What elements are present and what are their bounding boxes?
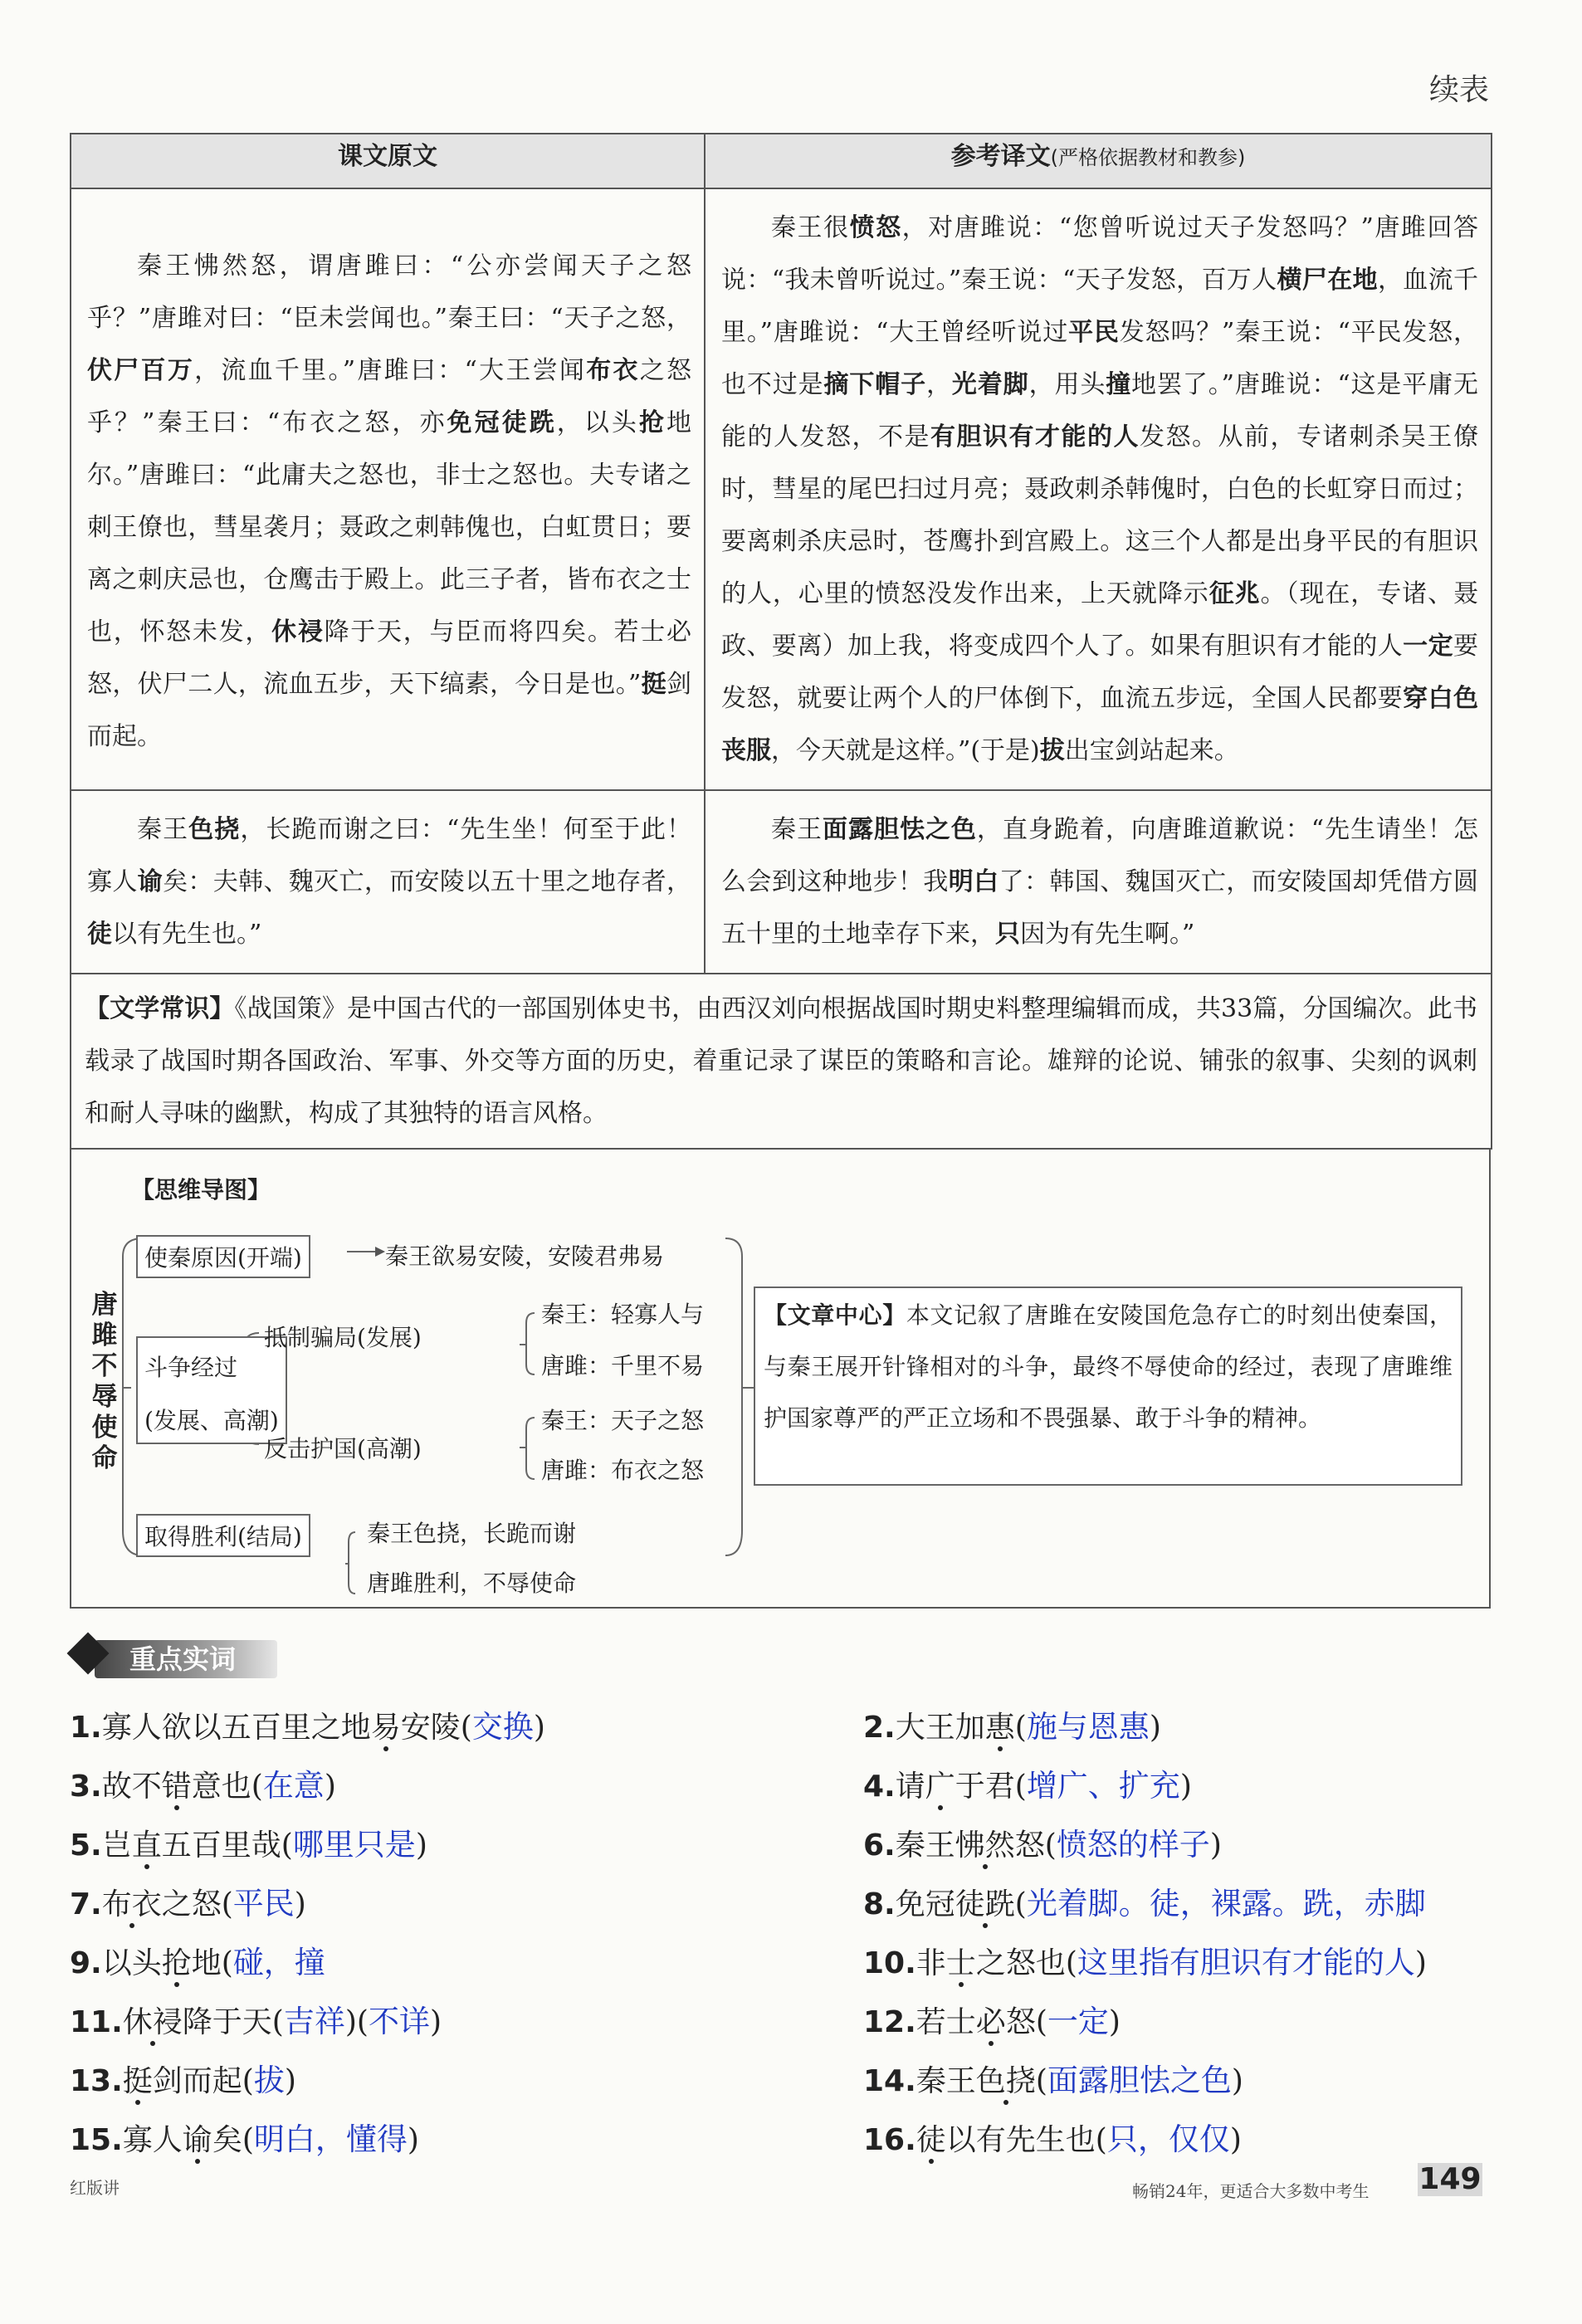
item-text: ) (1231, 2064, 1243, 2098)
item-key-word: 惠 (985, 1704, 1015, 1746)
item-number: 4. (863, 1770, 896, 1804)
item-number: 13. (70, 2064, 123, 2098)
item-text: 秦王 (895, 1828, 955, 1863)
branch-counter-label: 反击护国(高潮) (264, 1435, 422, 1462)
item-key-word: 错 (162, 1763, 192, 1805)
footer-slogan: 畅销24年，更适合大多数中考生 (1132, 2181, 1370, 2201)
item-answer: 明白，懂得 (253, 2121, 408, 2157)
text-run: 秦王很 (771, 213, 850, 242)
highlight-text: 撞 (1106, 370, 1132, 399)
mind-map-root: 唐雎不辱使命 (91, 1290, 118, 1473)
mind-map-title: 【思维导图】 (131, 1176, 271, 1204)
item-text: 安陵( (400, 1711, 472, 1745)
text-run: 了：韩国、魏国灭亡，而安陵国却凭借方圆五十里的土地幸存下来， (721, 867, 1479, 949)
highlight-text: 征兆 (1208, 579, 1261, 608)
mind-map (70, 1149, 1491, 1609)
key-word-item (70, 1819, 427, 1864)
key-word-item (863, 1760, 1192, 1805)
branch-cause-box: 使秦原因(开端) (136, 1235, 310, 1278)
central-idea-box: 【文章中心】本文记叙了唐雎在安陵国危急存亡的时刻出使秦国，与秦王展开针锋相对的斗争，最终不辱使命的经过，表现了唐雎维护国家尊严的严正立场和不畏强暴、敢于斗争的精神。 (754, 1286, 1462, 1486)
key-word-item (863, 2055, 1243, 2100)
item-key-word: 直 (132, 1822, 162, 1864)
resist-tangju-line: 唐雎：千里不易 (541, 1352, 705, 1379)
item-text: 若士 (916, 2005, 976, 2039)
key-word-item (863, 1878, 1426, 1923)
item-text: 寡人 (122, 2123, 183, 2157)
item-key-word: 广 (925, 1763, 955, 1805)
item-answer: 一定 (1047, 2004, 1109, 2039)
text-run: 地罢了。”唐雎说：“这是平庸无能的人发怒，不是 (721, 370, 1479, 452)
text-run: ，直身跪着，向唐雎道歉说：“先生请坐！怎么会到这种地步！我 (721, 815, 1479, 896)
item-key-word: 易 (371, 1704, 401, 1746)
item-text: 矣( (212, 2123, 254, 2157)
highlight-text: 拔 (1039, 736, 1065, 765)
item-key-word: 徒 (916, 2116, 946, 2159)
item-text: ) (1209, 1828, 1222, 1863)
text-run: 矣：夫韩、魏灭亡，而安陵以五十里之地存者， (163, 867, 692, 896)
text-run: 降于天，与臣而将四矣。若士必怒，伏尸二人，流血五步，天下缟素，今日是也。” (87, 618, 692, 699)
item-key-word: 抢 (162, 1940, 192, 1982)
item-number: 7. (70, 1887, 102, 1921)
item-key-word: 怫然 (955, 1822, 1015, 1864)
text-run: 出宝剑站起来。 (1064, 736, 1239, 765)
highlight-text: 谕 (137, 867, 164, 896)
key-word-item (863, 1996, 1121, 2041)
key-word-item (70, 2114, 419, 2159)
item-number: 11. (70, 2005, 123, 2039)
text-run: ，长跪而谢之曰：“先生坐！何至于此！寡人 (87, 815, 692, 896)
item-text: ) (1179, 1770, 1192, 1804)
translation-header: 参考译文(严格依据教材和教参) (705, 134, 1492, 188)
highlight-text: 穿白色丧服 (721, 684, 1478, 765)
highlight-text: 布衣 (586, 356, 640, 385)
highlight-text: 只 (995, 920, 1020, 949)
item-number: 1. (70, 1711, 102, 1745)
key-word-item (70, 2055, 296, 2100)
item-text: ) (533, 1711, 545, 1745)
highlight-text: 摘下帽子 (823, 370, 927, 399)
item-number: 15. (70, 2123, 123, 2157)
item-text: ) (1108, 2005, 1121, 2039)
text-run: 要发怒，就要让两个人的尸体倒下，血流五步远，全国人民都要 (721, 632, 1478, 713)
item-number: 9. (70, 1946, 102, 1980)
resist-qin-line: 秦王：轻寡人与 (541, 1301, 705, 1328)
key-word-item (70, 1937, 325, 1982)
item-text: 以有先生也( (945, 2123, 1107, 2157)
item-text: ( (1014, 1887, 1027, 1921)
item-text: 寡人欲以五百里之地 (101, 1711, 371, 1745)
highlight-text: 免冠徒跣 (447, 408, 557, 437)
item-number: 12. (863, 2005, 916, 2039)
text-run: 。（现在，专诸、聂政、要离）加上我，将变成四个人了。如果有胆识有才能的人 (721, 579, 1479, 661)
item-text: ) (429, 2005, 442, 2039)
item-number: 3. (70, 1770, 102, 1804)
item-number: 2. (863, 1711, 896, 1745)
text-run: ，流血千里。”唐雎曰：“大王尝闻 (194, 356, 587, 385)
highlight-text: 色挠 (188, 815, 241, 844)
item-key-word: 谕 (183, 2116, 212, 2159)
item-answer: 只，仅仅 (1106, 2121, 1230, 2157)
text-run: ， (926, 370, 952, 399)
item-text: 降于天( (182, 2005, 284, 2039)
item-number: 10. (863, 1946, 916, 1980)
counter-tangju-line: 唐雎：布衣之怒 (541, 1457, 705, 1484)
text-run: ，今天就是这样。”(于是) (771, 736, 1040, 765)
item-number: 5. (70, 1828, 102, 1863)
original-paragraph-2 (72, 792, 703, 972)
item-answer: 不详 (368, 2004, 430, 2039)
item-text: 剑而起( (152, 2064, 254, 2098)
item-answer: 施与恩惠 (1026, 1709, 1150, 1745)
item-number: 6. (863, 1828, 896, 1863)
text-run: 秦王怫然怒，谓唐雎曰：“公亦尝闻天子之怒乎？”唐雎对曰：“臣未尝闻也。”秦王曰：“天子之怒， (87, 251, 691, 333)
text-run: 以有先生也。” (112, 920, 262, 949)
item-number: 8. (863, 1887, 896, 1921)
item-text: ( (1035, 2064, 1047, 2098)
highlight-text: 挺 (641, 670, 666, 699)
branch-resist-label: 抵制骗局(发展) (264, 1324, 422, 1351)
text-run: 之怒乎？”秦王曰：“布衣之怒，亦 (87, 356, 692, 437)
highlight-text: 光着脚 (951, 370, 1029, 399)
item-text: 故不 (101, 1770, 162, 1804)
item-text: ) (1149, 1711, 1161, 1745)
highlight-text: 明白 (948, 867, 999, 896)
victory-line-2: 唐雎胜利，不辱使命 (367, 1570, 577, 1597)
text-run: ，对唐雎说：“您曾听说过天子发怒吗？”唐雎回答说：“我未曾听说过。”秦王说：“天子发怒，百万人 (721, 213, 1478, 295)
text-run: 秦王 (771, 815, 823, 844)
item-text: ) (1414, 1946, 1427, 1980)
item-key-word: 挺 (123, 2058, 153, 2100)
translation-paragraph-2 (706, 792, 1490, 972)
item-key-word: 徒跣 (955, 1881, 1015, 1923)
item-key-word: 士 (946, 1940, 976, 1982)
item-text: ( (1014, 1711, 1027, 1745)
item-text: 免冠 (895, 1887, 955, 1921)
item-text: ) (1229, 2123, 1242, 2157)
branch-victory-box: 取得胜利(结局) (136, 1514, 310, 1557)
item-text: )( (344, 2005, 369, 2039)
item-answer: 愤怒的样子 (1056, 1827, 1210, 1863)
branch-cause-text: 秦王欲易安陵，安陵君弗易 (385, 1243, 665, 1270)
page-number: 149 (1418, 2162, 1482, 2196)
key-word-item (70, 1878, 306, 1923)
item-number: 14. (863, 2064, 916, 2098)
item-text: 地( (191, 1946, 233, 1980)
text-translation-table (70, 133, 1492, 1150)
highlight-text: 平民 (1068, 318, 1120, 347)
key-word-item (70, 1996, 442, 2041)
item-text: 岂 (101, 1828, 132, 1863)
footer-brand: 红版讲 (70, 2178, 120, 2198)
key-word-item (70, 1760, 336, 1805)
highlight-text: 一定 (1403, 632, 1453, 661)
text-run: 秦王 (137, 815, 189, 844)
item-answer: 吉祥 (283, 2004, 345, 2039)
key-word-item (863, 1937, 1427, 1982)
text-run: 因为有先生啊。” (1020, 920, 1195, 949)
text-run: 剑而起。 (87, 670, 691, 751)
item-answer: 面露胆怯之色 (1047, 2063, 1232, 2098)
literary-knowledge: 【文学常识】《战国策》是中国古代的一部国别体史书，由西汉刘向根据战国时期史料整理编辑而成，共33篇，分国编次。此书载录了战国时期各国政治、军事、外交等方面的历史，着重记录了谋臣的策略和言论。雄辩的论说、铺张的叙事、尖刻的讽刺和耐人寻味的幽默，构成了其独特的语言风格。 (71, 974, 1492, 1149)
item-text: 于君( (955, 1770, 1027, 1804)
victory-line-1: 秦王色挠，长跪而谢 (367, 1520, 577, 1547)
item-key-word: 布衣 (102, 1881, 162, 1923)
item-text: 大王加 (895, 1711, 985, 1745)
item-text: 秦王 (916, 2064, 976, 2098)
item-text: ) (294, 1887, 306, 1921)
highlight-text: 横尸在地 (1277, 266, 1378, 295)
item-text: 五百里哉( (161, 1828, 293, 1863)
item-answer: 增广、扩充 (1026, 1768, 1180, 1804)
item-text: 之怒也( (975, 1946, 1077, 1980)
item-text: 怒( (1005, 2005, 1047, 2039)
translation-paragraph-1 (706, 190, 1490, 788)
highlight-text: 面露胆怯之色 (822, 815, 977, 844)
item-answer: 哪里只是 (292, 1827, 416, 1863)
item-answer: 拔 (253, 2063, 285, 2098)
item-text: ) (415, 1828, 427, 1863)
continued-label: 续表 (1428, 73, 1489, 107)
item-text: 请 (895, 1770, 925, 1804)
highlight-text: 有胆识有才能的人 (930, 422, 1140, 452)
key-words-header (70, 1635, 294, 1683)
item-key-word: 休祲 (123, 1999, 183, 2041)
text-run: ，血流千里。”唐雎说：“大王曾经听说过 (721, 266, 1479, 347)
text-run: 发怒吗？”秦王说：“平民发怒，也不过是 (721, 318, 1478, 399)
item-key-word: 色挠 (976, 2058, 1036, 2100)
highlight-text: 抢 (638, 408, 667, 437)
item-text: 非 (916, 1946, 946, 1980)
highlight-text: 伏尸百万 (87, 356, 195, 385)
item-answer: 光着脚。徒，裸露。跣，赤脚 (1026, 1886, 1426, 1921)
item-answer: 碰，撞 (232, 1945, 325, 1980)
item-number: 16. (863, 2123, 916, 2157)
item-text: 以头 (101, 1946, 162, 1980)
highlight-text: 休祲 (271, 618, 325, 647)
item-text: 意也( (191, 1770, 263, 1804)
item-answer: 平民 (232, 1886, 295, 1921)
key-word-item (863, 1702, 1161, 1746)
original-text-header: 课文原文 (71, 134, 705, 188)
item-text: 之怒( (161, 1887, 233, 1921)
text-run: ，用头 (1028, 370, 1106, 399)
item-answer: 交换 (471, 1709, 534, 1745)
item-text: ) (324, 1770, 336, 1804)
branch-struggle-box: 斗争经过 (发展、高潮) (136, 1336, 287, 1444)
highlight-text: 愤怒 (849, 213, 902, 242)
key-word-item (70, 1702, 545, 1746)
item-answer: 这里指有胆识有才能的人 (1077, 1945, 1415, 1980)
original-paragraph-1 (72, 190, 703, 774)
key-word-item (863, 1819, 1222, 1864)
counter-qin-line: 秦王：天子之怒 (541, 1407, 705, 1434)
item-text: 怒( (1014, 1828, 1057, 1863)
key-word-item (863, 2114, 1242, 2159)
text-run: 发怒。从前，专诸刺杀吴王僚时，彗星的尾巴扫过月亮；聂政刺杀韩傀时，白色的长虹穿日而过；要离刺杀庆忌时，苍鹰扑到宫殿上。这三个人都是出身平民的有胆识的人，心里的愤怒没发作出来，上天就降示 (721, 422, 1478, 608)
text-run: ，以头 (556, 408, 639, 437)
highlight-text: 徒 (87, 920, 112, 949)
key-words-title: 重点实词 (95, 1640, 277, 1678)
item-text: ) (407, 2123, 419, 2157)
text-run: 地尔。”唐雎曰：“此庸夫之怒也，非士之怒也。夫专诸之刺王僚也，彗星袭月；聂政之刺韩傀也，白虹贯日；要离之刺庆忌也，仓鹰击于殿上。此三子者，皆布衣之士也，怀怒未发， (87, 408, 692, 647)
item-answer: 在意 (262, 1768, 325, 1804)
item-key-word: 必 (976, 1999, 1006, 2041)
item-text: ) (284, 2064, 296, 2098)
